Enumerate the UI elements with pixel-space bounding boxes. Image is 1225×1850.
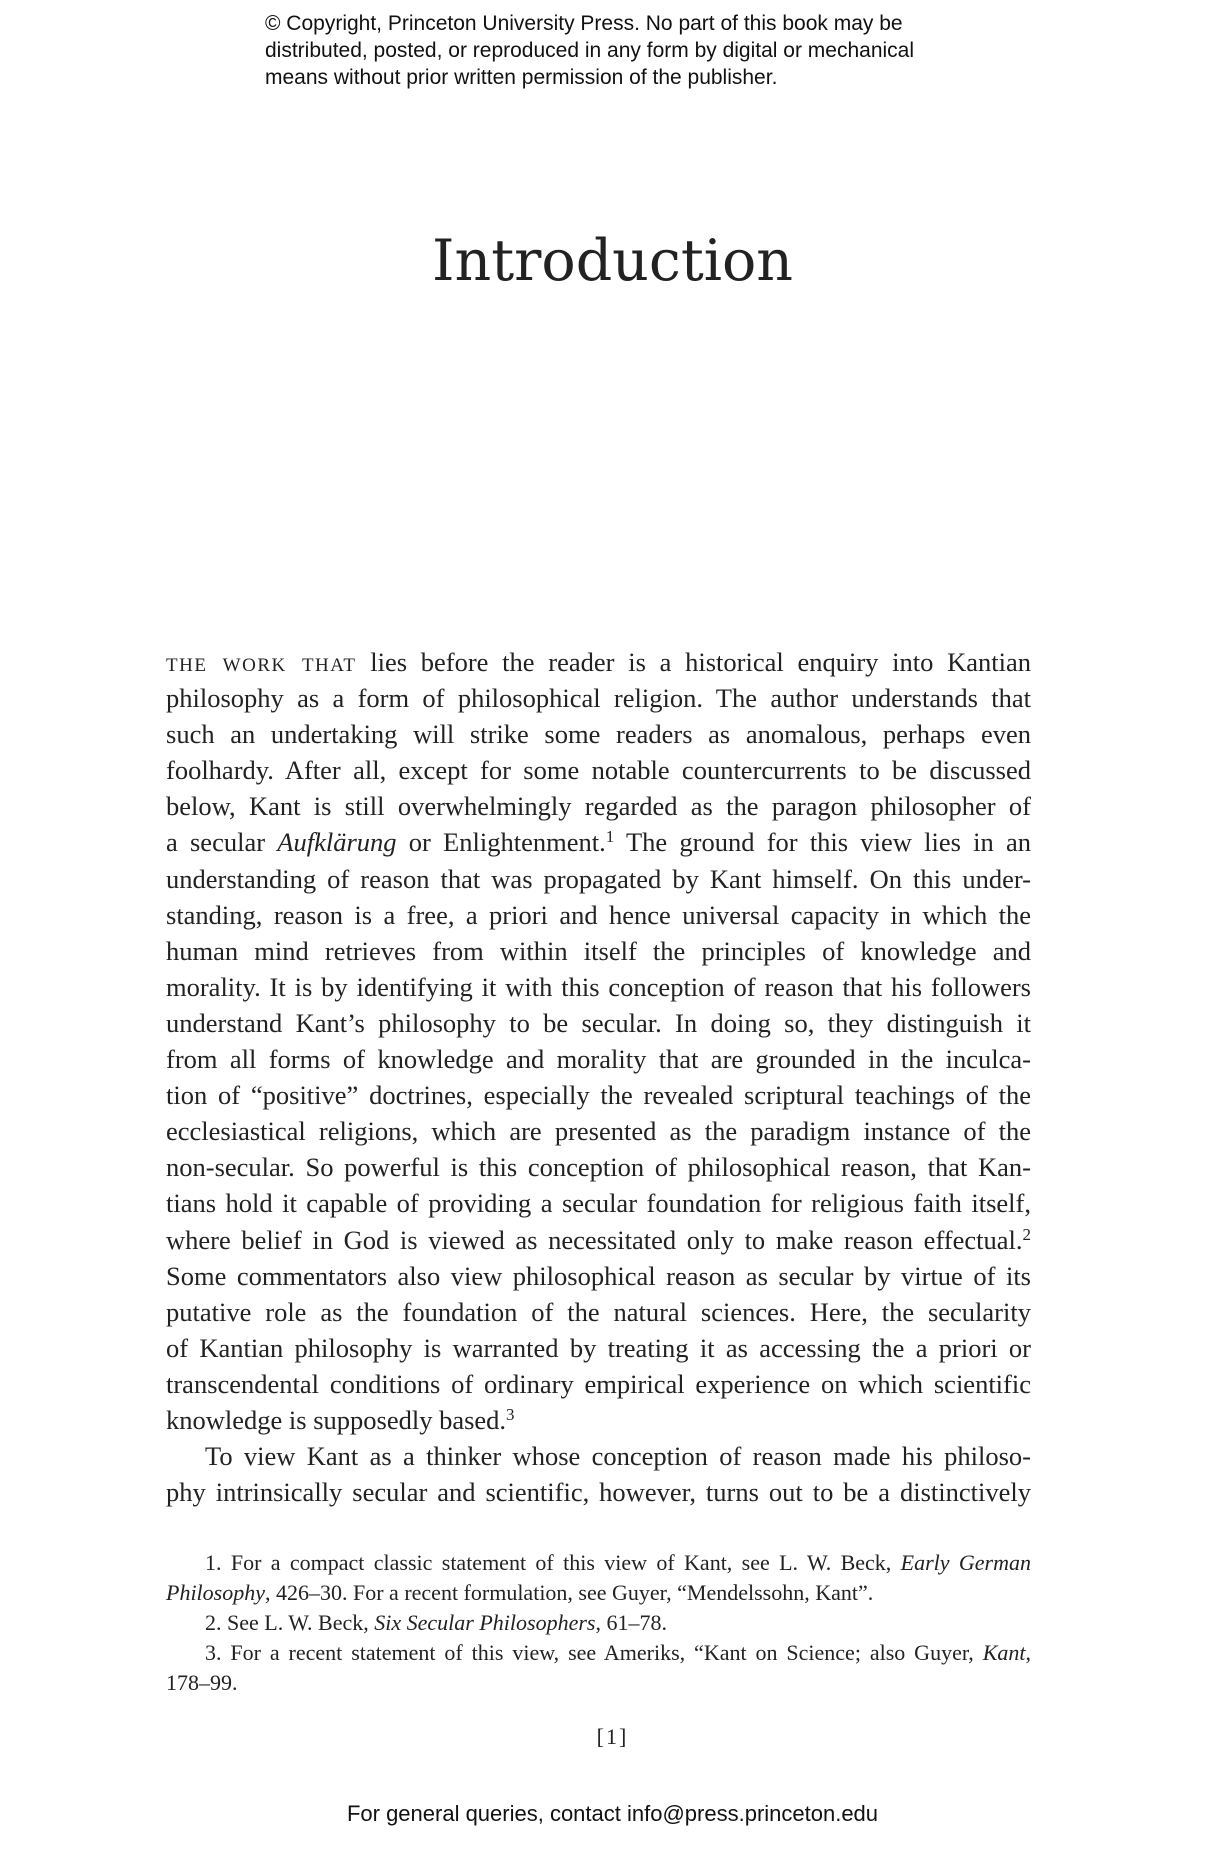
paragraph-line: ecclesiastical religions, which are presented as the paradigm instance of the (166, 1116, 1031, 1147)
line-text: where belief in God is viewed as necessitated only to make reason effectual. (166, 1224, 1023, 1255)
copyright-notice-line: © Copyright, Princeton University Press. No part of this book may be (265, 12, 903, 35)
paragraph-line: To view Kant as a thinker whose conception of reason made his philoso- (205, 1441, 1031, 1472)
paragraph-line: tians hold it capable of providing a secular foundation for religious faith itself, (166, 1188, 1031, 1219)
small-caps-opening: the work that (166, 647, 357, 677)
chapter-title: Introduction (432, 228, 793, 294)
paragraph-line: tion of “positive” doctrines, especially the revealed scriptural teachings of the (166, 1080, 1031, 1111)
paragraph-line (166, 644, 1031, 680)
line-text: a secular (166, 827, 278, 858)
paragraph-line: philosophy as a form of philosophical religion. The author understands that (166, 683, 1031, 714)
footnote-italic: Early German (900, 1550, 1031, 1575)
line-text: The ground for this view lies in an (614, 827, 1031, 858)
paragraph-line: non-secular. So powerful is this conception of philosophical reason, that Kan- (166, 1152, 1031, 1183)
paragraph-line (166, 1402, 1031, 1438)
body-text (166, 644, 1031, 1510)
paragraph-line: morality. It is by identifying it with this conception of reason that his followers (166, 971, 1031, 1002)
contact-line: For general queries, contact info@press.princeton.edu (346, 1801, 879, 1826)
footnote-text: , 61–78. (595, 1610, 667, 1635)
paragraph-line: transcendental conditions of ordinary empirical experience on which scientific (166, 1368, 1031, 1399)
footnote-italic: Six Secular Philosophers (374, 1610, 596, 1635)
copyright-notice-line: means without prior written permission of the publisher. (265, 66, 778, 89)
paragraph-line: Some commentators also view philosophical reason as secular by virtue of its (166, 1260, 1031, 1291)
footnote-text: 2. See L. W. Beck, (205, 1610, 375, 1635)
footnote-reference[interactable]: 3 (506, 1404, 515, 1424)
paragraph-line: below, Kant is still overwhelmingly regarded as the paragon philosopher of (166, 791, 1031, 822)
paragraph-line: phy intrinsically secular and scientific, however, turns out to be a distinctively (166, 1477, 1031, 1508)
paragraph-line: such an undertaking will strike some readers as anomalous, perhaps even (166, 719, 1031, 750)
line-text: knowledge is supposedly based. (166, 1404, 507, 1435)
line-text: lies before the reader is a historical enquiry into Kantian (356, 647, 1031, 677)
paragraph-line: putative role as the foundation of the natural sciences. Here, the secularity (166, 1296, 1031, 1327)
paragraph-line: from all forms of knowledge and morality that are grounded in the inculca- (166, 1044, 1031, 1075)
italic-term: Aufklärung (277, 827, 397, 858)
paragraph-line: understand Kant’s philosophy to be secular. In doing so, they distinguish it (166, 1007, 1031, 1038)
page-number: [1] (596, 1724, 629, 1749)
footnote-italic: Philosophy (166, 1580, 265, 1605)
copyright-notice-line: distributed, posted, or reproduced in any form by digital or mechanical (265, 39, 915, 62)
footnote-3 (166, 1638, 1031, 1668)
footnote-italic: Kant (982, 1640, 1026, 1665)
paragraph-line: human mind retrieves from within itself the principles of knowledge and (166, 935, 1031, 966)
line-text: or Enlightenment. (396, 827, 606, 858)
footnote-1 (166, 1548, 1031, 1578)
footnote-1-continued (166, 1578, 1031, 1608)
footnote-text: , 426–30. For a recent formulation, see Guyer, “Mendelssohn, Kant”. (265, 1580, 874, 1605)
copyright-notice (265, 10, 1005, 91)
footnote-reference[interactable]: 2 (1022, 1224, 1031, 1244)
footnote-3-continued: 178–99. (166, 1670, 238, 1695)
paragraph-line (166, 824, 1031, 860)
footnotes (166, 1548, 1031, 1698)
footnote-2 (166, 1608, 1031, 1638)
paragraph-line: of Kantian philosophy is warranted by treating it as accessing the a priori or (166, 1332, 1031, 1363)
footnote-text: 1. For a compact classic statement of this view of Kant, see L. W. Beck, (205, 1550, 901, 1575)
paragraph-line (166, 1222, 1031, 1258)
footnote-text: , (1025, 1640, 1031, 1665)
paragraph-line: standing, reason is a free, a priori and hence universal capacity in which the (166, 899, 1031, 930)
footnote-reference[interactable]: 1 (605, 827, 615, 847)
paragraph-line: foolhardy. After all, except for some notable countercurrents to be discussed (166, 755, 1031, 786)
paragraph-line: understanding of reason that was propagated by Kant himself. On this under- (166, 863, 1031, 894)
footnote-text: 3. For a recent statement of this view, see Ameriks, “Kant on Science; also Guyer, (205, 1640, 983, 1665)
